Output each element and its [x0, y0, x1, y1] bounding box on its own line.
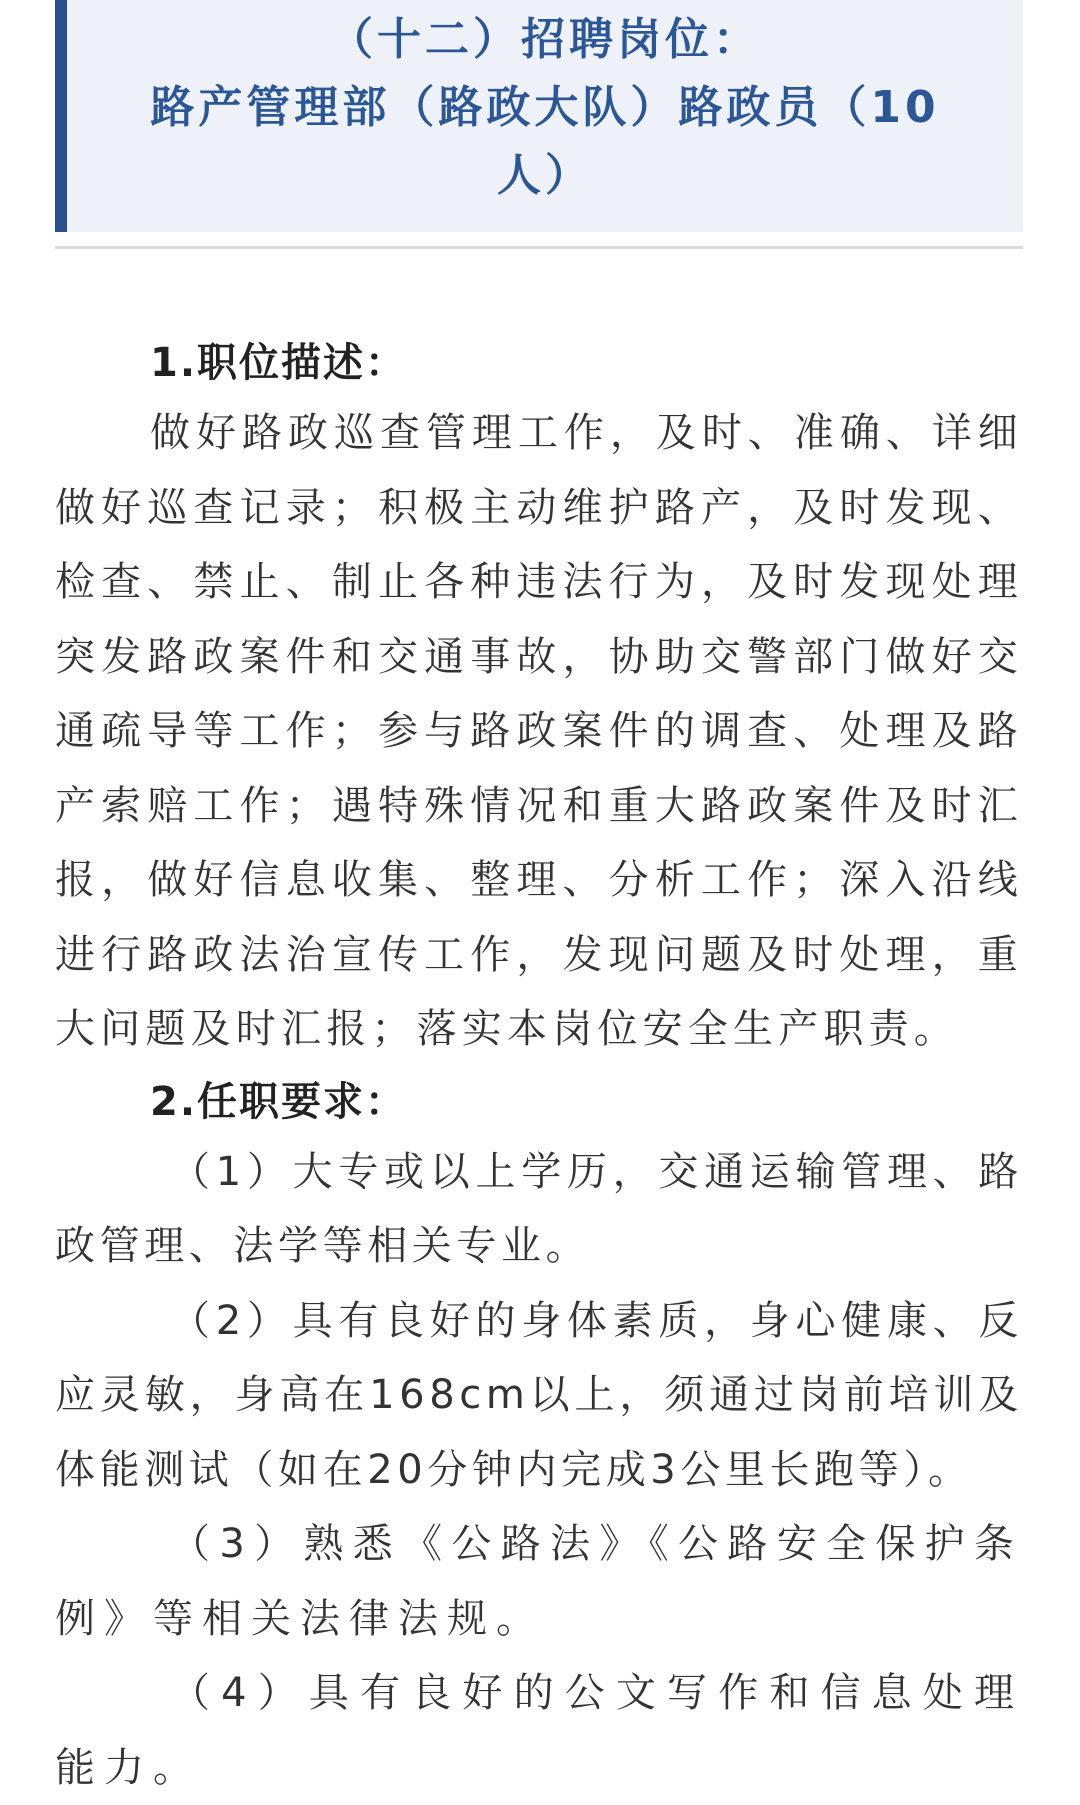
- article-body: [55, 330, 1023, 1805]
- requirement-item-1: （1）大专或以上学历，交通运输管理、路政管理、法学等相关专业。: [55, 1148, 1023, 1269]
- requirements-heading: 2.任职要求：: [150, 1078, 408, 1125]
- position-title-box: [55, 0, 1023, 232]
- job-description-heading: 1.职位描述：: [150, 340, 408, 386]
- requirement-item-2: （2）具有良好的身体素质，身心健康、反应灵敏，身高在168cm以上，须通过岗前培训及体能测试（如在20分钟内完成3公里长跑等）。: [55, 1297, 1023, 1493]
- position-title: 路产管理部（路政大队）路政员（10: [150, 82, 940, 133]
- section-divider: [55, 246, 1023, 249]
- requirement-item-4: （4）具有良好的公文写作和信息处理能力。: [55, 1670, 1023, 1791]
- job-description-text: 做好路政巡查管理工作，及时、准确、详细做好巡查记录；积极主动维护路产，及时发现、检查、禁止、制止各种违法行为，及时发现处理突发路政案件和交通事故，协助交警部门做好交通疏导等工作；参与路政案件的调查、处理及路产索赔工作；遇特殊情况和重大路政案件及时汇报，做好信息收集、整理、分析工作；深入沿线进行路政法治宣传工作，发现问题及时处理，重大问题及时汇报；落实本岗位安全生产职责。: [55, 410, 1023, 1052]
- requirement-item-3: （3）熟悉《公路法》《公路安全保护条例》等相关法律法规。: [55, 1521, 1023, 1642]
- position-title-continued: 人）: [497, 150, 593, 201]
- position-number: （十二）招聘岗位：: [329, 14, 761, 65]
